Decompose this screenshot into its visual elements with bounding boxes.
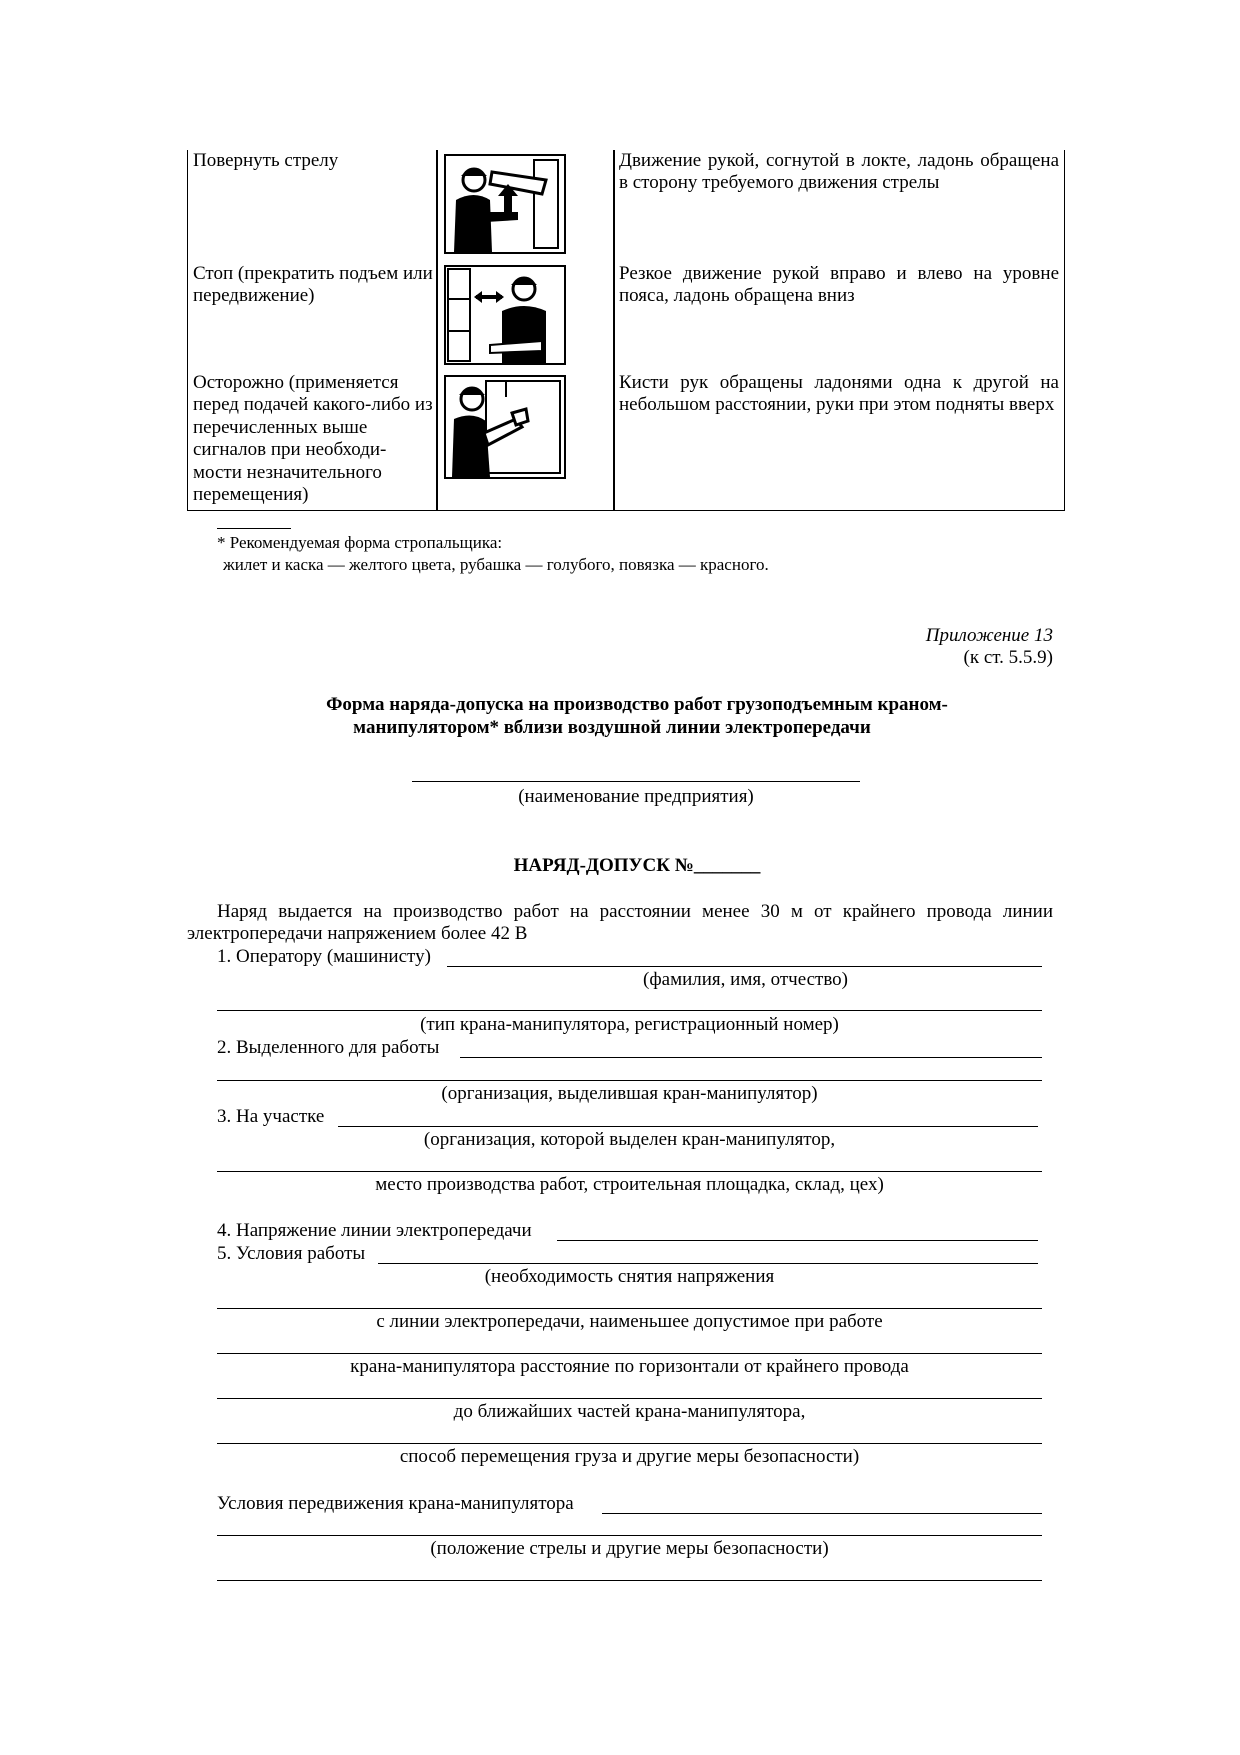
caution-signal-icon (444, 375, 566, 479)
footnote-line: * Рекомендуемая форма стропальщика: (217, 533, 503, 552)
allocated-field[interactable] (460, 1057, 1042, 1058)
rotate-boom-icon (444, 154, 566, 254)
crane-field[interactable] (217, 1010, 1042, 1011)
signal-name: Повернуть стрелу (193, 150, 339, 171)
signal-description: Резкое движение рукой вправо и влево на уровне пояса, ладонь обращена вниз (619, 263, 1059, 307)
allocated-field-2[interactable] (217, 1080, 1042, 1081)
conditions-caption: с линии электропередачи, наименьшее допустимое при работе (376, 1311, 883, 1332)
signal-description: Движение рукой, согнутой в локте, ладонь обращена в сторону требуемого движения стрелы (619, 150, 1059, 194)
allocated-label: 2. Выделенного для работы (217, 1037, 440, 1058)
footnote-line: жилет и каска — желтого цвета, рубашка — голубого, повязка — красного. (223, 555, 769, 574)
table-divider (436, 150, 438, 510)
voltage-label: 4. Напряжение линии электропередачи (217, 1220, 532, 1241)
conditions-field-4[interactable] (217, 1398, 1042, 1399)
operator-field[interactable] (447, 966, 1042, 967)
conditions-field-2[interactable] (217, 1308, 1042, 1309)
conditions-caption: до ближайших частей крана-манипулятора, (453, 1401, 806, 1422)
appendix-ref: (к ст. 5.5.9) (963, 647, 1053, 668)
operator-label: 1. Оператору (машинисту) (217, 946, 431, 967)
site-label: 3. На участке (217, 1106, 325, 1127)
conditions-caption: способ перемещения груза и другие меры безопасности) (399, 1446, 860, 1467)
table-divider (613, 150, 615, 510)
conditions-field[interactable] (378, 1263, 1038, 1264)
movement-field-3[interactable] (217, 1580, 1042, 1581)
site-field[interactable] (338, 1126, 1038, 1127)
movement-caption: (положение стрелы и другие меры безопасности) (430, 1538, 829, 1559)
site-caption: место производства работ, строительная площадка, склад, цех) (375, 1174, 884, 1195)
allocated-caption: (организация, выделившая кран-манипулятор) (441, 1083, 818, 1104)
stop-signal-icon (444, 265, 566, 365)
conditions-label: 5. Условия работы (217, 1243, 366, 1264)
enterprise-caption: (наименование предприятия) (518, 786, 754, 807)
conditions-caption: (необходимость снятия напряжения (484, 1266, 775, 1287)
blank-line (412, 781, 860, 782)
form-title-line: манипулятором* вблизи воздушной линии электропередачи (353, 717, 871, 738)
footnote-rule (217, 528, 291, 529)
site-caption: (организация, которой выделен кран-манипулятор, (423, 1129, 836, 1150)
site-field-2[interactable] (217, 1171, 1042, 1172)
signals-table (187, 150, 1065, 511)
movement-field-2[interactable] (217, 1535, 1042, 1536)
form-title-line: Форма наряда-допуска на производство работ грузоподъемным краном- (326, 694, 948, 715)
signal-name: Осторожно (применяется перед подачей какого-либо из перечисленных выше сигналов при необходи-мости незначительного перемещения) (193, 372, 433, 506)
crane-caption: (тип крана-манипулятора, регистрационный номер) (420, 1014, 839, 1035)
signal-description: Кисти рук обращены ладонями одна к другой на небольшом расстоянии, руки при этом подняты вверх (619, 372, 1059, 416)
movement-label: Условия передвижения крана-манипулятора (217, 1493, 574, 1514)
conditions-field-5[interactable] (217, 1443, 1042, 1444)
voltage-field[interactable] (557, 1240, 1038, 1241)
movement-field[interactable] (602, 1513, 1042, 1514)
intro-paragraph: Наряд выдается на производство работ на расстоянии менее 30 м от крайнего провода линии электропередачи напряжением более 42 В (187, 901, 1053, 945)
operator-caption: (фамилия, имя, отчество) (643, 969, 849, 990)
conditions-caption: крана-манипулятора расстояние по горизонтали от крайнего провода (350, 1356, 909, 1377)
permit-heading: НАРЯД-ДОПУСК №_______ (513, 855, 761, 876)
appendix-title: Приложение 13 (925, 625, 1053, 646)
conditions-field-3[interactable] (217, 1353, 1042, 1354)
signal-name: Стоп (прекратить подъем или передвижение) (193, 263, 433, 307)
